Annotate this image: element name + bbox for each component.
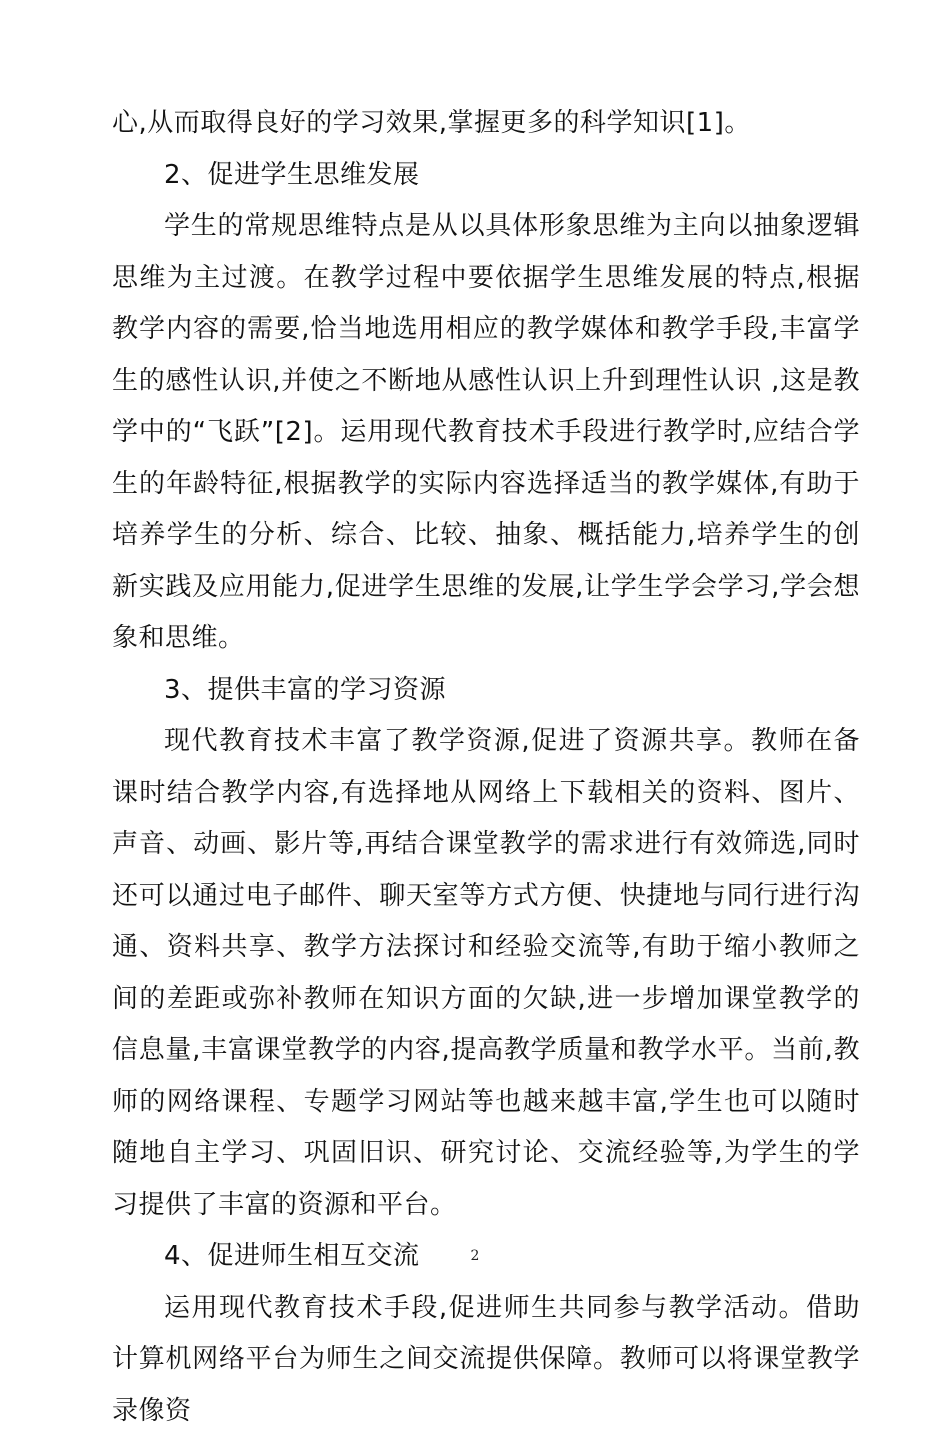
document-body: [112, 98, 860, 1437]
paragraph-learning-resources: 现代教育技术丰富了教学资源,促进了资源共享。教师在备课时结合教学内容,有选择地从网络上下载相关的资料、图片、声音、动画、影片等,再结合课堂教学的需求进行有效筛选,同时还可以通过电子邮件、聊天室等方式方便、快捷地与同行进行沟通、资料共享、教学方法探讨和经验交流等,有助于缩小教师之间的差距或弥补教师在知识方面的欠缺,进一步增加课堂教学的信息量,丰富课堂教学的内容,提高教学质量和教学水平。当前,教师的网络课程、专题学习网站等也越来越丰富,学生也可以随时随地自主学习、巩固旧识、研究讨论、交流经验等,为学生的学习提供了丰富的资源和平台。: [112, 716, 860, 1231]
paragraph-teacher-student-exchange: 运用现代教育技术手段,促进师生共同参与教学活动。借助计算机网络平台为师生之间交流提供保障。教师可以将课堂教学录像资: [112, 1283, 860, 1437]
section-heading-3: 3、提供丰富的学习资源: [112, 665, 860, 717]
paragraph-continuation: 心,从而取得良好的学习效果,掌握更多的科学知识[1]。: [112, 98, 860, 150]
paragraph-thinking-development: 学生的常规思维特点是从以具体形象思维为主向以抽象逻辑思维为主过渡。在教学过程中要依据学生思维发展的特点,根据教学内容的需要,恰当地选用相应的教学媒体和教学手段,丰富学生的感性认识,并使之不断地从感性认识上升到理性认识 ,这是教学中的“飞跃”[2]。运用现代教育技术手段进行教学时,应结合学生的年龄特征,根据教学的实际内容选择适当的教学媒体,有助于培养学生的分析、综合、比较、抽象、概括能力,培养学生的创新实践及应用能力,促进学生思维的发展,让学生学会学习,学会想象和思维。: [112, 201, 860, 665]
section-heading-2: 2、促进学生思维发展: [112, 150, 860, 202]
page-number: 2: [0, 1248, 950, 1264]
section-heading-4: 4、促进师生相互交流: [112, 1231, 860, 1283]
